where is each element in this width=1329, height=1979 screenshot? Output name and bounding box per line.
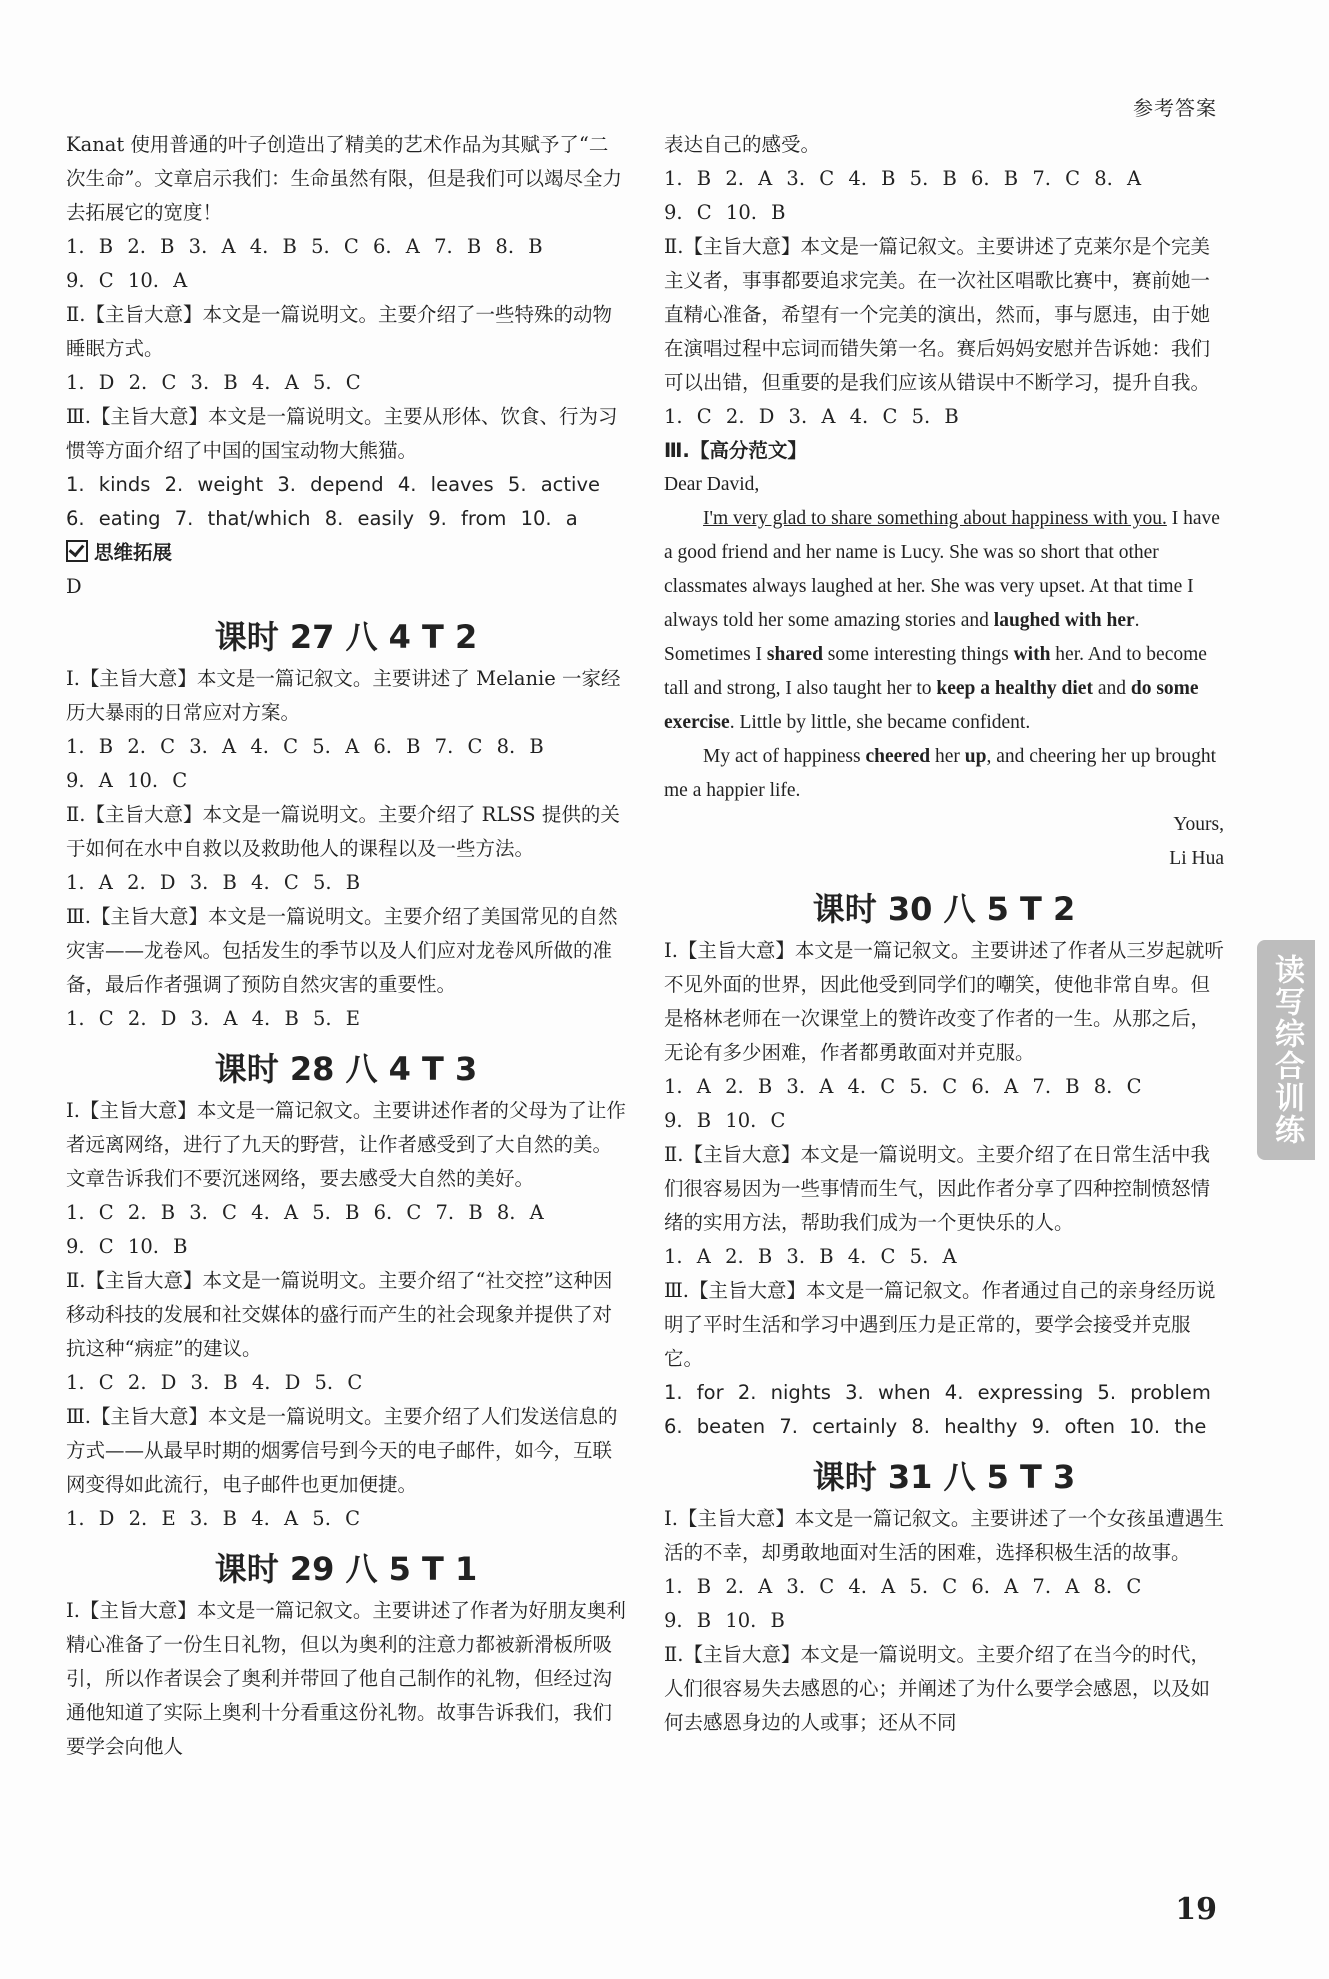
paragraph: Ⅱ.【主旨大意】本文是一篇记叙文。主要讲述了克莱尔是个完美主义者，事事都要追求完美。在一次社区唱歌比赛中，赛前她一直精心准备，希望有一个完美的演出，然而，事与愿违，由于她在演唱过程中忘词而错失第一名。赛后妈妈安慰并告诉她：我们可以出错，但重要的是我们应该从错误中不断学习，提升自我。 xyxy=(664,235,1211,394)
answer-line: 1. C 2. D 3. A 4. B 5. E xyxy=(66,1007,361,1030)
answer-line: 9. C 10. B xyxy=(664,201,786,224)
letter-text: . Sometimes I xyxy=(664,610,1140,665)
letter-text: My act of happiness xyxy=(703,746,866,767)
paragraph: Ⅰ.【主旨大意】本文是一篇记叙文。主要讲述了 Melanie 一家经历大暴雨的日常应对方案。 xyxy=(66,667,621,724)
answer-line: 1. D 2. E 3. B 4. A 5. C xyxy=(66,1507,361,1530)
bold-phrase: shared xyxy=(766,644,823,665)
paragraph: Kanat 使用普通的叶子创造出了精美的艺术作品为其赋予了“二次生命”。文章启示我们：生命虽然有限，但是我们可以竭尽全力去拓展它的宽度！ xyxy=(66,133,622,224)
letter-text: her. And to become tall and strong, I also taught her to xyxy=(664,644,1207,699)
answer-line: 1. B 2. B 3. A 4. B 5. C 6. A 7. B 8. B xyxy=(66,235,543,258)
paragraph: Ⅱ.【主旨大意】本文是一篇说明文。主要介绍了在日常生活中我们很容易因为一些事情而生气，因此作者分享了四种控制愤怒情绪的实用方法，帮助我们成为一个更快乐的人。 xyxy=(664,1143,1211,1234)
paragraph: Ⅰ.【主旨大意】本文是一篇记叙文。主要讲述作者的父母为了让作者远离网络，进行了九天的野营，让作者感受到了大自然的美。文章告诉我们不要沉迷网络，要去感受大自然的美好。 xyxy=(66,1099,626,1190)
paragraph: Ⅲ.【主旨大意】本文是一篇记叙文。作者通过自己的亲身经历说明了平时生活和学习中遇到压力是正常的，要学会接受并克服它。 xyxy=(664,1279,1216,1370)
paragraph: Ⅰ.【主旨大意】本文是一篇记叙文。主要讲述了作者从三岁起就听不见外面的世界，因此他受到同学们的嘲笑，使他非常自卑。但是格林老师在一次课堂上的赞许改变了作者的一生。从那之后，无论有多少困难，作者都勇敢面对并克服。 xyxy=(664,939,1224,1064)
paragraph: Ⅲ.【主旨大意】本文是一篇说明文。主要介绍了美国常见的自然灾害——龙卷风。包括发生的季节以及人们应对龙卷风所做的准备，最后作者强调了预防自然灾害的重要性。 xyxy=(66,905,618,996)
letter-text: . Little by little, she became confident. xyxy=(729,712,1031,733)
answer-line: 6. eating 7. that/which 8. easily 9. from 10. a xyxy=(66,507,578,530)
section-label: 思维拓展 xyxy=(94,541,173,564)
letter-paragraph xyxy=(664,740,1224,808)
page-number: 19 xyxy=(1175,1892,1217,1927)
bold-phrase: do some exercise xyxy=(664,678,1199,733)
answer-line: 9. B 10. C xyxy=(664,1109,786,1132)
answer-line: 9. A 10. C xyxy=(66,769,188,792)
lesson-title: 课时 29 八 5 T 1 xyxy=(214,1550,478,1588)
left-column xyxy=(66,128,626,1764)
answer-line: 1. B 2. A 3. C 4. B 5. B 6. B 7. C 8. A xyxy=(664,167,1142,190)
letter-closing: Yours, xyxy=(1173,814,1224,835)
paragraph: Ⅲ.【主旨大意】本文是一篇说明文。主要从形体、饮食、行为习惯等方面介绍了中国的国宝动物大熊猫。 xyxy=(66,405,618,462)
section-heading: Ⅲ.【高分范文】 xyxy=(664,439,807,462)
paragraph: Ⅰ.【主旨大意】本文是一篇记叙文。主要讲述了一个女孩虽遭遇生活的不幸，却勇敢地面对生活的困难，选择积极生活的故事。 xyxy=(664,1507,1224,1564)
answer-line: 1. A 2. B 3. B 4. C 5. A xyxy=(664,1245,957,1268)
paragraph: Ⅱ.【主旨大意】本文是一篇说明文。主要介绍了一些特殊的动物睡眠方式。 xyxy=(66,303,612,360)
side-tab: 读写综合训练 xyxy=(1257,940,1315,1160)
letter-paragraph xyxy=(664,502,1224,740)
answer-line: 1. C 2. D 3. A 4. C 5. B xyxy=(664,405,959,428)
answer-line: 9. B 10. B xyxy=(664,1609,785,1632)
bold-phrase: up xyxy=(964,746,987,767)
checkmark-icon xyxy=(66,540,88,562)
answer-line: 6. beaten 7. certainly 8. healthy 9. often 10. the xyxy=(664,1415,1207,1438)
answer-line: 1. A 2. B 3. A 4. C 5. C 6. A 7. B 8. C xyxy=(664,1075,1142,1098)
letter-text: I have a good friend and her name is Lucy. She was so short that other classmates always laughed at her. She was very upset. At that time I always told her some amazing stories and xyxy=(664,508,1220,631)
paragraph: Ⅲ.【主旨大意】本文是一篇说明文。主要介绍了人们发送信息的方式——从最早时期的烟雾信号到今天的电子邮件，如今，互联网变得如此流行，电子邮件也更加便捷。 xyxy=(66,1405,618,1496)
letter-greeting: Dear David, xyxy=(664,474,760,495)
lesson-title: 课时 30 八 5 T 2 xyxy=(812,890,1076,928)
lesson-title: 课时 28 八 4 T 3 xyxy=(214,1050,478,1088)
answer-line: 1. kinds 2. weight 3. depend 4. leaves 5. active xyxy=(66,473,600,496)
lesson-title: 课时 31 八 5 T 3 xyxy=(812,1458,1076,1496)
answer-line: 1. D 2. C 3. B 4. A 5. C xyxy=(66,371,361,394)
paragraph: Ⅱ.【主旨大意】本文是一篇说明文。主要介绍了在当今的时代，人们很容易失去感恩的心；并阐述了为什么要学会感恩，以及如何去感恩身边的人或事；还从不同 xyxy=(664,1643,1211,1734)
answer-line: 1. C 2. B 3. C 4. A 5. B 6. C 7. B 8. A xyxy=(66,1201,544,1224)
letter-text: her xyxy=(930,746,965,767)
answer-line: 1. C 2. D 3. B 4. D 5. C xyxy=(66,1371,363,1394)
bold-phrase: keep a healthy diet xyxy=(936,678,1093,699)
underlined-sentence: I'm very glad to share something about happiness with you. xyxy=(703,508,1167,529)
answer-line: 1. for 2. nights 3. when 4. expressing 5. problem xyxy=(664,1381,1211,1404)
bold-phrase: cheered xyxy=(865,746,931,767)
answer-line: 9. C 10. B xyxy=(66,1235,188,1258)
answer-line: 1. B 2. A 3. C 4. A 5. C 6. A 7. A 8. C xyxy=(664,1575,1142,1598)
lesson-title: 课时 27 八 4 T 2 xyxy=(214,618,478,656)
answer-line: 9. C 10. A xyxy=(66,269,188,292)
letter-text: and xyxy=(1092,678,1131,699)
bold-phrase: with xyxy=(1013,644,1051,665)
answer-line: 1. B 2. C 3. A 4. C 5. A 6. B 7. C 8. B xyxy=(66,735,544,758)
letter-signature: Li Hua xyxy=(1169,848,1224,869)
section-heading xyxy=(66,536,626,570)
letter-text: some interesting things xyxy=(822,644,1014,665)
paragraph: Ⅱ.【主旨大意】本文是一篇说明文。主要介绍了 RLSS 提供的关于如何在水中自救以及救助他人的课程以及一些方法。 xyxy=(66,803,620,860)
letter-text: , and cheering her up brought me a happier life. xyxy=(664,746,1217,801)
answer-line: D xyxy=(66,575,82,598)
right-column xyxy=(664,128,1224,1740)
answer-line: 1. A 2. D 3. B 4. C 5. B xyxy=(66,871,361,894)
paragraph: Ⅰ.【主旨大意】本文是一篇记叙文。主要讲述了作者为好朋友奥利精心准备了一份生日礼物，但以为奥利的注意力都被新滑板所吸引，所以作者误会了奥利并带回了他自己制作的礼物，但经过沟通他知道了实际上奥利十分看重这份礼物。故事告诉我们，我们要学会向他人 xyxy=(66,1599,626,1758)
paragraph: 表达自己的感受。 xyxy=(664,133,821,156)
bold-phrase: laughed with her xyxy=(993,610,1135,631)
paragraph: Ⅱ.【主旨大意】本文是一篇说明文。主要介绍了“社交控”这种因移动科技的发展和社交媒体的盛行而产生的社会现象并提供了对抗这种“病症”的建议。 xyxy=(66,1269,613,1360)
header-title: 参考答案 xyxy=(1133,96,1217,120)
